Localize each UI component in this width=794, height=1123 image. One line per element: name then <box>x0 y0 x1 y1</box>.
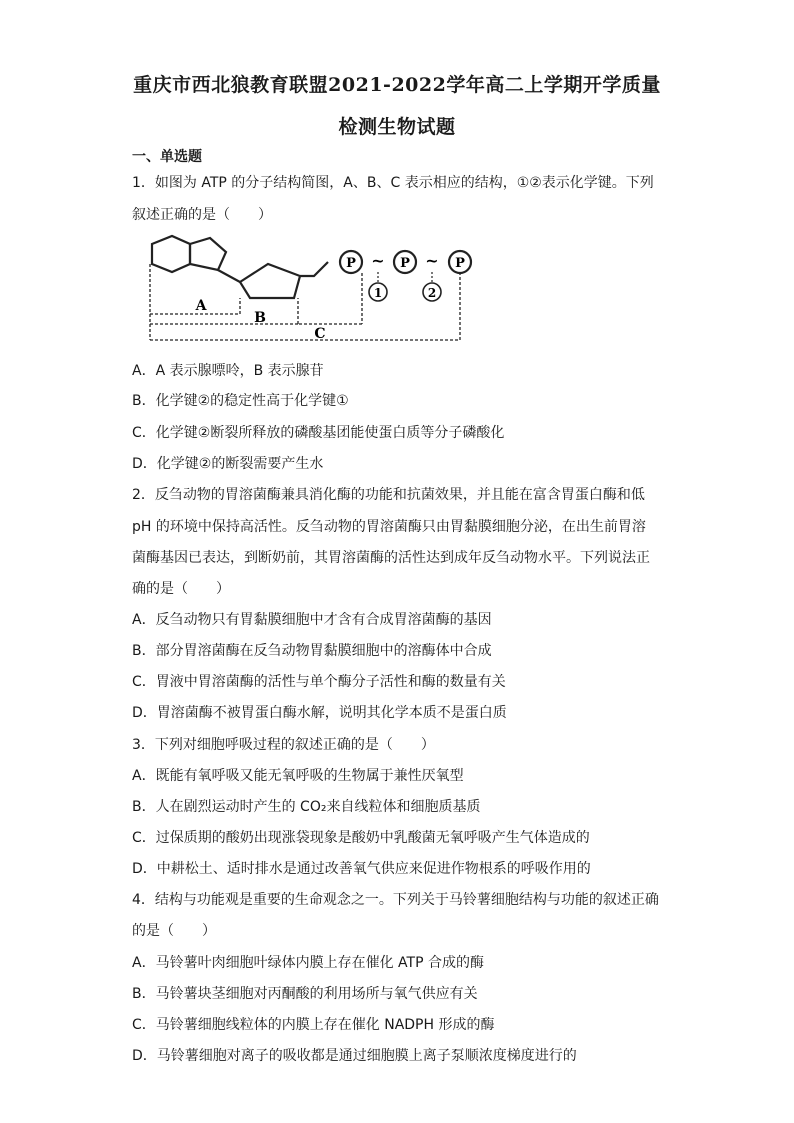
q3-option-b: B．人在剧烈运动时产生的 CO₂来自线粒体和细胞质基质 <box>132 799 481 815</box>
phosphate-label: P <box>346 256 356 271</box>
bond-1-label <box>369 283 387 301</box>
q1-option-b: B．化学键②的稳定性高于化学键① <box>132 393 349 409</box>
q4-stem-line2: 的是（ ） <box>132 923 216 939</box>
q1-option-c: C．化学键②断裂所释放的磷酸基团能使蛋白质等分子磷酸化 <box>132 425 505 441</box>
page-title-line1: 重庆市西北狼教育联盟2021-2022学年高二上学期开学质量 <box>133 74 661 96</box>
q2-option-c: C．胃液中胃溶菌酶的活性与单个酶分子活性和酶的数量有关 <box>132 674 506 690</box>
q4-option-b: B．马铃薯块茎细胞对丙酮酸的利用场所与氧气供应有关 <box>132 986 478 1002</box>
q2-stem-line4: 确的是（ ） <box>132 581 230 597</box>
phosphate-label: P <box>455 256 465 271</box>
svg-text:2: 2 <box>427 286 437 300</box>
bond-2-label <box>423 283 441 301</box>
q3-option-d: D．中耕松土、适时排水是通过改善氧气供应来促进作物根系的呼吸作用的 <box>132 861 591 877</box>
q4-option-c: C．马铃薯细胞线粒体的内膜上存在催化 NADPH 形成的酶 <box>132 1017 495 1033</box>
q1-stem-line1: 1．如图为 ATP 的分子结构简图，A、B、C 表示相应的结构，①②表示化学键。下列 <box>132 175 654 191</box>
q3-stem-line1: 3．下列对细胞呼吸过程的叙述正确的是（ ） <box>132 737 435 753</box>
atp-diagram-svg <box>138 232 498 347</box>
label-a: A <box>195 298 207 314</box>
q3-option-c: C．过保质期的酸奶出现涨袋现象是酸奶中乳酸菌无氧呼吸产生气体造成的 <box>132 830 590 846</box>
ribose-pentagon <box>240 264 300 298</box>
phosphate-1 <box>340 251 362 273</box>
q4-stem-line1: 4．结构与功能观是重要的生命观念之一。下列关于马铃薯细胞结构与功能的叙述正确 <box>132 892 659 908</box>
phosphate-label: P <box>400 256 410 271</box>
high-energy-bond-1: ~ <box>371 251 385 270</box>
adenine-hexagon <box>152 236 190 272</box>
q4-option-a: A．马铃薯叶肉细胞叶绿体内膜上存在催化 ATP 合成的酶 <box>132 955 484 971</box>
q2-stem-line1: 2．反刍动物的胃溶菌酶兼具消化酶的功能和抗菌效果，并且能在富含胃蛋白酶和低 <box>132 487 645 503</box>
q2-stem-line2: pH 的环境中保持高活性。反刍动物的胃溶菌酶只由胃黏膜细胞分泌，在出生前胃溶 <box>132 519 646 535</box>
q1-stem-line2: 叙述正确的是（ ） <box>132 207 272 223</box>
page-title-line2: 检测生物试题 <box>338 116 456 138</box>
high-energy-bond-2: ~ <box>425 251 439 270</box>
q2-option-d: D．胃溶菌酶不被胃蛋白酶水解，说明其化学本质不是蛋白质 <box>132 705 507 721</box>
q4-option-d: D．马铃薯细胞对离子的吸收都是通过细胞膜上离子泵顺浓度梯度进行的 <box>132 1048 577 1064</box>
q3-option-a: A．既能有氧呼吸又能无氧呼吸的生物属于兼性厌氧型 <box>132 768 464 784</box>
svg-text:1: 1 <box>373 286 383 300</box>
q2-option-a: A．反刍动物只有胃黏膜细胞中才含有合成胃溶菌酶的基因 <box>132 612 492 628</box>
atp-structure-diagram <box>138 232 498 347</box>
q2-stem-line3: 菌酶基因已表达，到断奶前，其胃溶菌酶的活性达到成年反刍动物水平。下列说法正 <box>132 550 650 566</box>
q1-option-d: D．化学键②的断裂需要产生水 <box>132 456 324 472</box>
q2-option-b: B．部分胃溶菌酶在反刍动物胃黏膜细胞中的溶酶体中合成 <box>132 643 492 659</box>
label-c: C <box>314 326 326 342</box>
q1-option-a: A．A 表示腺嘌呤，B 表示腺苷 <box>132 363 324 379</box>
phosphate-3 <box>449 251 471 273</box>
adenine-pentagon <box>190 238 226 270</box>
phosphate-2 <box>394 251 416 273</box>
section-heading: 一、单选题 <box>132 149 202 165</box>
label-b: B <box>254 310 266 326</box>
bracket-b <box>150 298 298 324</box>
